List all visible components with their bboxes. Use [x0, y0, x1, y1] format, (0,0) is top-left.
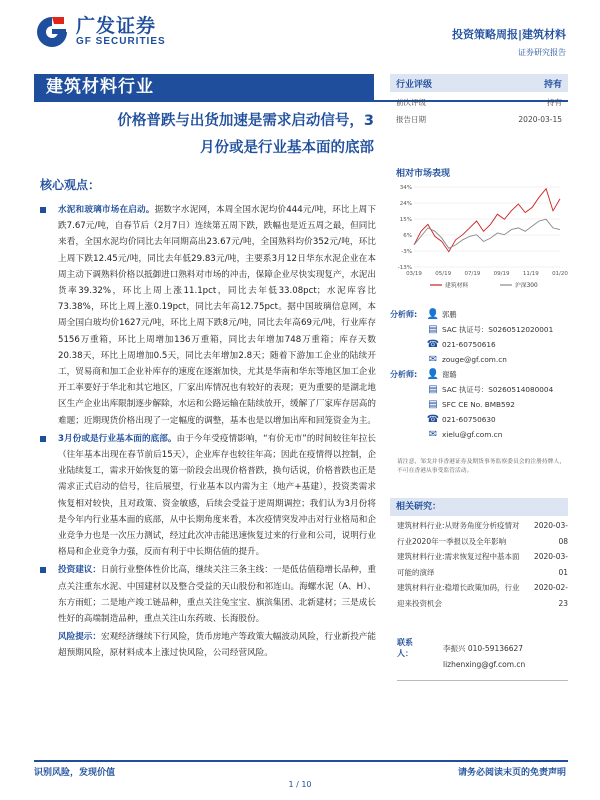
footer-divider: [34, 760, 568, 762]
core-heading: 核心观点：: [40, 178, 101, 192]
x-tick-label: 07/19: [464, 271, 481, 277]
certificate-icon: ▤: [428, 384, 438, 395]
related-heading: 相关研究：: [390, 498, 568, 516]
report-header: [452, 26, 566, 58]
chart-svg: [390, 179, 568, 291]
y-tick-label: -13%: [397, 265, 412, 271]
contact-divider: [397, 680, 568, 681]
analysts: [390, 307, 568, 442]
risk-note: [40, 629, 376, 661]
analyst-1-phone-row: [390, 337, 568, 352]
risk-lead: 风险提示：: [58, 632, 101, 643]
series-line-1: [414, 219, 560, 248]
analyst-label: 分析师:: [390, 370, 418, 379]
person-icon: 👤: [426, 309, 440, 320]
analyst-1-name-row: [390, 307, 568, 322]
related-item[interactable]: [397, 580, 568, 611]
contact-block: [397, 640, 568, 681]
email-icon: ✉: [428, 429, 438, 440]
paragraph-text: 由于今年受疫情影响，“有价无市”的时间较往年拉长（往年基本出现在春节前后15天），企业库存也较往年高；因此在疫情得以控制，企业陆续复工，需求开始恢复的第一阶段会出现价格普跌，换句话说，价格普跌也正是需求正式启动的信号，往后展望，行业基本以内需为主（地产+基建），投资类需求恢复相对较快，且对政策、资金敏感，后续会受益于逆周期调控；我们认为3月份将是今年内行业基本面的底部，从中长期角度来看，本次疫情突发冲击对行业格局和企业竞争力也是一次压力测试，经过此次冲击能迅速恢复过来的行业和公司，说明行业格局和企业竞争力强，反而有利于中长期估值的提升。: [58, 433, 377, 558]
analyst-phone: 021-60750616: [442, 340, 496, 349]
contact-email[interactable]: lizhenxing@gf.com.cn: [443, 659, 526, 669]
related-item[interactable]: [397, 549, 568, 580]
y-tick-label: 15%: [399, 217, 412, 223]
related-title: 建筑材料行业:从财务角度分析疫情对行业2020年一季报以及全年影响: [397, 521, 520, 546]
paragraph-lead: 3月份或是行业基本面的底部。: [58, 433, 177, 444]
legend-label: 建筑材料: [445, 283, 469, 289]
x-tick-label: 01/20: [552, 271, 568, 277]
contact-phone-row: [397, 640, 568, 656]
rating-label: 行业评级: [396, 79, 433, 90]
y-tick-label: 34%: [399, 185, 412, 191]
rating-value: 持有: [543, 79, 562, 90]
paragraph-text: 日前行业整体性价比高，继续关注三条主线：一是低估值稳增长品种，重点关注重东水泥、中国建材以及整合受益的天山股份和祁连山。海螺水泥（A、H）、东方雨虹；二是地产竣工链品种，重点关注兔宝宝、旗滨集团、北新建材；三是成长性好的高端制造品种，重点关注山东药玻、长海股份。: [58, 565, 376, 625]
analyst-sfc: SFC CE No. BMB592: [442, 400, 515, 409]
analyst-2-sfc-row: [390, 397, 568, 412]
x-tick-label: 11/19: [522, 271, 539, 277]
analyst-2-sac-row: [390, 382, 568, 397]
y-tick-label: -3%: [401, 249, 412, 255]
analyst-email[interactable]: xielu@gf.com.cn: [442, 430, 503, 439]
x-tick-label: 05/19: [435, 271, 452, 277]
analyst-name: 郭鹏: [442, 309, 457, 319]
report-sub: 证券研究报告: [518, 48, 566, 57]
rating-header: [390, 74, 568, 92]
related-date: 2020-02-23: [533, 583, 568, 608]
headline-line-1: 价格普跌与出货加速是需求启动信号，3: [117, 113, 374, 129]
analyst-email[interactable]: zouge@gf.com.cn: [442, 355, 507, 364]
rating-rows: [390, 94, 568, 128]
related-item[interactable]: [397, 518, 568, 549]
related-list: [397, 518, 568, 611]
related-date: 2020-03-01: [533, 552, 568, 577]
email-icon: ✉: [428, 354, 438, 365]
rating-row-label: 报告日期: [396, 115, 426, 124]
paragraph-lead: 水泥和玻璃市场在启动。: [58, 205, 155, 215]
logo-text-en: GF SECURITIES: [76, 36, 166, 47]
related-title: 建筑材料行业:需求恢复过程中基本面可能的演绎: [397, 552, 520, 577]
y-tick-label: 24%: [399, 201, 412, 207]
analyst-phone: 021-60750630: [442, 415, 496, 424]
footer-slogan: 识别风险，发现价值: [34, 768, 116, 778]
core-body: [40, 202, 376, 662]
analyst-sac: SAC 执证号：S0260512020001: [442, 324, 554, 334]
x-tick-label: 09/19: [493, 271, 510, 277]
headline-line-2: 月份或是行业基本面的底部: [200, 140, 374, 156]
brand-logo: [34, 14, 166, 50]
analyst-1-sac-row: [390, 322, 568, 337]
paragraph-market: [40, 202, 376, 429]
footer-disclaimer: 请务必阅读末页的免责声明: [457, 768, 566, 778]
y-tick-label: 6%: [403, 233, 412, 239]
legend-label: 沪深300: [515, 283, 538, 289]
person-icon: 👤: [426, 369, 440, 380]
bullet-icon: [40, 567, 46, 573]
report-type: 投资策略周报|建筑材料: [451, 28, 566, 41]
contact-label: 联系人：: [397, 638, 413, 658]
phone-icon: ☎: [426, 339, 440, 350]
analyst-2-phone-row: [390, 412, 568, 427]
sector-title: 建筑材料行业: [34, 74, 374, 100]
headline: [40, 108, 374, 162]
chart-title: 相对市场表现: [396, 169, 451, 179]
page-number: 1 / 10: [288, 780, 312, 789]
paragraph-bottom: [40, 431, 376, 561]
logo-text-cn: 广发证券: [76, 15, 157, 37]
series-line-0: [414, 189, 560, 252]
paragraph-lead: 投资建议：: [58, 565, 101, 576]
analyst-label: 分析师:: [390, 310, 418, 319]
rating-row-value: 持有: [547, 98, 562, 107]
related-title: 建筑材料行业:稳增长政策加码，行业迎来投资机会: [397, 583, 520, 608]
rating-row: [390, 111, 568, 128]
paragraph-text: 据数字水泥网，本周全国水泥均价444元/吨，环比上周下跌7.67元/吨，自春节后（2月7日）连续第五周下跌，跌幅也是近五周之最，但同比来看，全国水泥均价同比去年同期高出23.67元/吨，全国熟料均价352元/吨，环比上周下跌12.45元/吨，同比去年低29.83元/吨，主要系3月12日华东水泥企业在本周主动下调熟料价格以抵御进口熟料对市场的冲击，保障企业尽快实现复产，水泥出货率39.32%，环比上周上涨11.1pct，同比去年低33.08pct；水泥库容比73.38%，环比上周上涨0.19pct，同比去年高12.75pct。据中国玻璃信息网，本周全国白玻均价1627元/吨，环比上周下跌8元/吨，同比去年高69元/吨，行业库存5156万重箱，环比上周增加136万重箱，同比去年增加748万重箱；库存天数20.38天，环比上周增加0.5天，同比去年增加2.8天；随着下游加工企业的陆续开工，贸易商和加工企业补库存的速度在逐渐加快，尤其是华南和华东等地区加工企业开工率要好于华北和其它地区，厂家出库情况也有较好的表现；更为重要的是湖北地区生产企业出库限制逐步解除，水运和公路运输在陆续放开，缓解了厂家库存居高的难题；近期现货价格出现了一定幅度的调整，基本也是以增加出库和回笼资金为主。: [58, 205, 376, 426]
analyst-sac: SAC 执证号：S0260514080004: [442, 384, 554, 394]
rating-row-label: 前次评级: [396, 98, 426, 107]
bullet-icon: [40, 436, 46, 442]
x-tick-label: 03/19: [406, 271, 422, 277]
disclaimer-note: 请注意，邹戈并非香港证券及期货事务监察委员会的注册持牌人，不可在香港从事受监管活动。: [397, 459, 566, 474]
rating-row: [390, 94, 568, 111]
risk-text: 宏观经济继续下行风险，货币房地产等政策大幅波动风险，行业新投产能超预期风险，原材料成本上涨过快风险，公司经营风险。: [58, 632, 376, 659]
bullet-icon: [40, 207, 46, 213]
gf-logo-icon: [34, 14, 70, 50]
certificate-icon: ▤: [428, 324, 438, 335]
related-date: 2020-03-08: [533, 521, 568, 546]
rating-row-value: 2020-03-15: [518, 115, 562, 124]
phone-icon: ☎: [426, 414, 440, 425]
paragraph-invest: [40, 562, 376, 627]
analyst-2-email-row: [390, 427, 568, 442]
relative-performance-chart: [390, 166, 568, 294]
certificate-icon: ▤: [428, 399, 438, 410]
analyst-name: 谢璐: [442, 369, 457, 379]
contact-name: 李振兴 010-59136627: [443, 643, 524, 653]
analyst-2-name-row: [390, 367, 568, 382]
analyst-1-email-row: [390, 352, 568, 367]
